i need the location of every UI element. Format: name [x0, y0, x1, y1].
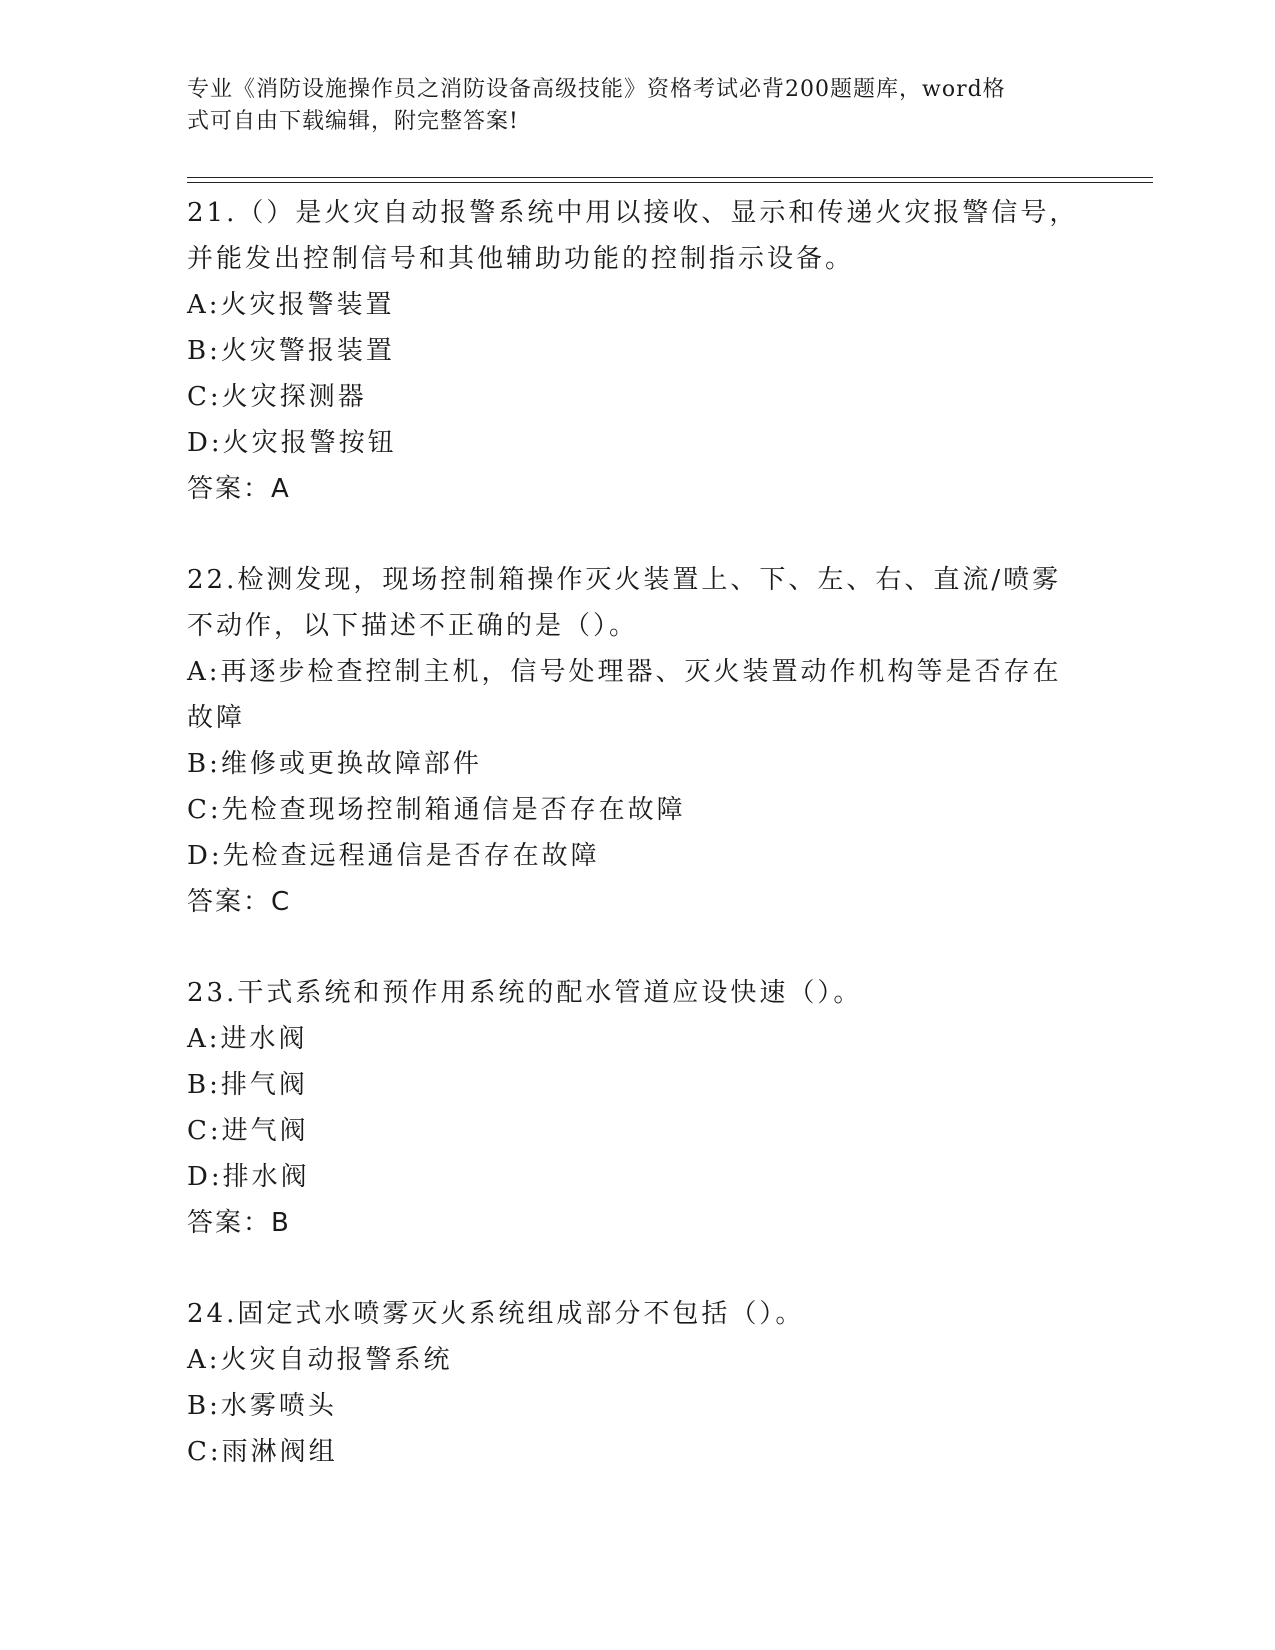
question-stem: 21.（）是火灾自动报警系统中用以接收、显示和传递火灾报警信号，	[187, 198, 1079, 228]
answer-label: 答案：B	[187, 1208, 291, 1238]
option-d: D:先检查远程通信是否存在故障	[187, 841, 600, 871]
header-divider-top	[187, 177, 1153, 178]
option-a: A:火灾自动报警系统	[187, 1345, 453, 1375]
option-b: B:维修或更换故障部件	[187, 749, 482, 779]
option-d: D:火灾报警按钮	[187, 428, 397, 458]
option-b: B:排气阀	[187, 1070, 308, 1100]
option-a-continued: 故障	[187, 703, 246, 733]
question-stem: 并能发出控制信号和其他辅助功能的控制指示设备。	[187, 244, 855, 274]
option-c: C:火灾探测器	[187, 382, 367, 412]
answer-label: 答案：A	[187, 474, 291, 504]
question-23	[187, 970, 1087, 1246]
question-list	[187, 190, 1087, 1520]
question-24	[187, 1291, 1087, 1475]
option-a: A:火灾报警装置	[187, 290, 395, 320]
option-c: C:进气阀	[187, 1116, 309, 1146]
option-b: B:水雾喷头	[187, 1391, 337, 1421]
document-header	[187, 74, 1067, 138]
header-line-2: 式可自由下载编辑，附完整答案!	[187, 109, 519, 134]
option-a: A:再逐步检查控制主机，信号处理器、灭火装置动作机构等是否存在	[187, 657, 1062, 687]
header-line-1: 专业《消防设施操作员之消防设备高级技能》资格考试必背200题题库，word格	[187, 77, 1006, 102]
option-b: B:火灾警报装置	[187, 336, 395, 366]
question-stem: 24.固定式水喷雾灭火系统组成部分不包括（）。	[187, 1299, 805, 1329]
option-a: A:进水阀	[187, 1024, 308, 1054]
question-stem: 23.干式系统和预作用系统的配水管道应设快速（）。	[187, 978, 863, 1008]
question-stem: 不动作，以下描述不正确的是（）。	[187, 611, 639, 641]
header-divider-bottom	[187, 182, 1153, 183]
question-stem: 22.检测发现，现场控制箱操作灭火装置上、下、左、右、直流/喷雾	[187, 565, 1062, 595]
option-c: C:雨淋阀组	[187, 1437, 338, 1467]
answer-label: 答案：C	[187, 887, 292, 917]
question-22	[187, 557, 1087, 925]
option-c: C:先检查现场控制箱通信是否存在故障	[187, 795, 686, 825]
question-21	[187, 190, 1087, 512]
option-d: D:排水阀	[187, 1162, 310, 1192]
